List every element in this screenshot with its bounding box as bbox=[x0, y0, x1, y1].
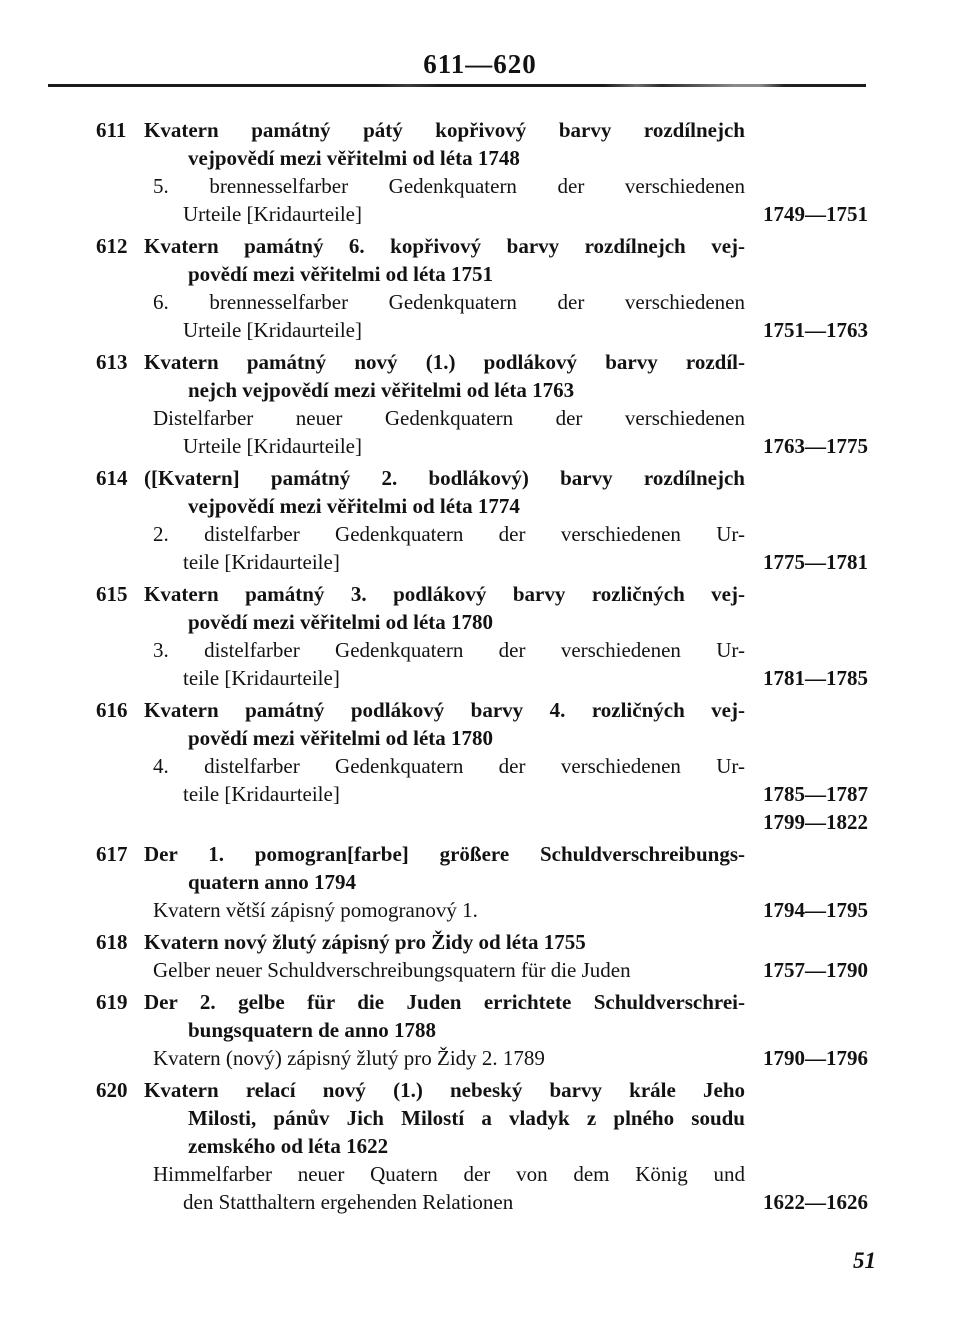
entry-date-range bbox=[763, 432, 868, 460]
entry-description-line: Distelfarber neuer Gedenkquatern der verschiedenen bbox=[153, 406, 745, 430]
date-range: 1794—1795 bbox=[763, 898, 868, 922]
entry-number: 620 bbox=[96, 1078, 128, 1102]
entry-number: 612 bbox=[96, 234, 128, 258]
entry-date-range bbox=[763, 1044, 868, 1072]
entry-date-range bbox=[763, 548, 868, 576]
entry-title-line: Kvatern památný 6. kopřivový barvy rozdílnejch vej- bbox=[144, 234, 745, 258]
entry-description-line: Himmelfarber neuer Quatern der von dem König und bbox=[153, 1162, 745, 1186]
entry-title-line: quatern anno 1794 bbox=[188, 870, 357, 894]
catalog-entry bbox=[96, 348, 868, 460]
entry-title-line: povědí mezi věřitelmi od léta 1780 bbox=[188, 610, 494, 634]
date-range: 1622—1626 bbox=[763, 1190, 868, 1214]
entry-number: 617 bbox=[96, 842, 128, 866]
entry-number: 613 bbox=[96, 350, 128, 374]
entry-title-line: Milosti, pánův Jich Milostí a vladyk z plného soudu bbox=[188, 1106, 745, 1130]
entry-title-line: Der 1. pomogran[farbe] größere Schuldverschreibungs- bbox=[144, 842, 745, 866]
date-range: 1781—1785 bbox=[763, 666, 868, 690]
entry-text bbox=[144, 928, 745, 984]
catalog-entry bbox=[96, 1076, 868, 1216]
entry-title-line: zemského od léta 1622 bbox=[188, 1134, 389, 1158]
entry-title-line: povědí mezi věřitelmi od léta 1751 bbox=[188, 262, 494, 286]
entry-description-line: Urteile [Kridaurteile] bbox=[183, 318, 362, 342]
entry-description-line: teile [Kridaurteile] bbox=[183, 666, 340, 690]
date-range: 1775—1781 bbox=[763, 550, 868, 574]
date-range: 1763—1775 bbox=[763, 434, 868, 458]
date-range: 1757—1790 bbox=[763, 958, 868, 982]
entry-date-range bbox=[763, 780, 868, 836]
entry-text bbox=[144, 696, 745, 836]
entry-text bbox=[144, 116, 745, 228]
catalog-entry bbox=[96, 840, 868, 924]
header-rule bbox=[48, 84, 866, 87]
catalog-entry bbox=[96, 464, 868, 576]
date-range: 1749—1751 bbox=[763, 202, 868, 226]
entry-date-range bbox=[763, 956, 868, 984]
entry-text bbox=[144, 232, 745, 344]
entry-date-range bbox=[763, 664, 868, 692]
entry-number: 614 bbox=[96, 466, 128, 490]
catalog-entry bbox=[96, 696, 868, 836]
catalog-entry bbox=[96, 928, 868, 984]
entry-number: 611 bbox=[96, 118, 127, 142]
catalog-entry bbox=[96, 580, 868, 692]
entry-description-line: den Statthaltern ergehenden Relationen bbox=[183, 1190, 514, 1214]
entry-description-line: Urteile [Kridaurteile] bbox=[183, 434, 362, 458]
entry-title-line: vejpovědí mezi věřitelmi od léta 1748 bbox=[188, 146, 520, 170]
entry-description-line: 6. brennesselfarber Gedenkquatern der verschiedenen bbox=[153, 290, 745, 314]
entry-title-line: ([Kvatern] památný 2. bodlákový) barvy rozdílnejch bbox=[144, 466, 745, 490]
entry-title-line: bungsquatern de anno 1788 bbox=[188, 1018, 436, 1042]
entry-title-line: Kvatern památný 3. podlákový barvy rozličných vej- bbox=[144, 582, 745, 606]
page-number: 51 bbox=[853, 1248, 876, 1273]
entry-title-line: Kvatern památný pátý kopřivový barvy rozdílnejch bbox=[144, 118, 745, 142]
entry-date-range bbox=[763, 896, 868, 924]
entry-title-line: Kvatern památný nový (1.) podlákový barvy rozdíl- bbox=[144, 350, 745, 374]
entry-number: 619 bbox=[96, 990, 128, 1014]
entry-number: 615 bbox=[96, 582, 128, 606]
catalog-entry bbox=[96, 988, 868, 1072]
entry-text bbox=[144, 580, 745, 692]
date-range: 1751—1763 bbox=[763, 318, 868, 342]
catalog-entry bbox=[96, 232, 868, 344]
entry-title-line: Kvatern relací nový (1.) nebeský barvy krále Jeho bbox=[144, 1078, 745, 1102]
entry-description-line: 5. brennesselfarber Gedenkquatern der verschiedenen bbox=[153, 174, 745, 198]
date-range: 1790—1796 bbox=[763, 1046, 868, 1070]
entry-description-line: 3. distelfarber Gedenkquatern der verschiedenen Ur- bbox=[153, 638, 745, 662]
entry-description-line: Urteile [Kridaurteile] bbox=[183, 202, 362, 226]
entry-title-line: Kvatern památný podlákový barvy 4. rozličných vej- bbox=[144, 698, 745, 722]
entry-text bbox=[144, 348, 745, 460]
entry-description-line: Kvatern větší zápisný pomogranový 1. bbox=[153, 898, 478, 922]
entry-title-line: nejch vejpovědí mezi věřitelmi od léta 1763 bbox=[188, 378, 575, 402]
entry-text bbox=[144, 464, 745, 576]
catalog-entry bbox=[96, 116, 868, 228]
entry-text bbox=[144, 988, 745, 1072]
entry-title-line: Der 2. gelbe für die Juden errichtete Schuldverschrei- bbox=[144, 990, 745, 1014]
entry-number: 616 bbox=[96, 698, 128, 722]
page-header-range: 611—620 bbox=[423, 49, 537, 79]
entry-date-range bbox=[763, 1188, 868, 1216]
entry-description-line: teile [Kridaurteile] bbox=[183, 550, 340, 574]
entry-date-range bbox=[763, 316, 868, 344]
entry-description-line: Gelber neuer Schuldverschreibungsquatern für die Juden bbox=[153, 958, 631, 982]
entry-text bbox=[144, 1076, 745, 1216]
entry-number: 618 bbox=[96, 930, 128, 954]
entry-description-line: Kvatern (nový) zápisný žlutý pro Židy 2. 1789 bbox=[153, 1046, 545, 1070]
date-range: 1799—1822 bbox=[763, 810, 868, 834]
entry-description-line: teile [Kridaurteile] bbox=[183, 782, 340, 806]
entry-date-range bbox=[763, 200, 868, 228]
entry-description-line: 2. distelfarber Gedenkquatern der verschiedenen Ur- bbox=[153, 522, 745, 546]
date-range: 1785—1787 bbox=[763, 782, 868, 806]
entry-text bbox=[144, 840, 745, 924]
entry-title-line: povědí mezi věřitelmi od léta 1780 bbox=[188, 726, 494, 750]
entry-title-line: vejpovědí mezi věřitelmi od léta 1774 bbox=[188, 494, 520, 518]
entry-title-line: Kvatern nový žlutý zápisný pro Židy od léta 1755 bbox=[144, 930, 586, 954]
entry-description-line: 4. distelfarber Gedenkquatern der verschiedenen Ur- bbox=[153, 754, 745, 778]
catalog-entries bbox=[96, 116, 868, 1220]
